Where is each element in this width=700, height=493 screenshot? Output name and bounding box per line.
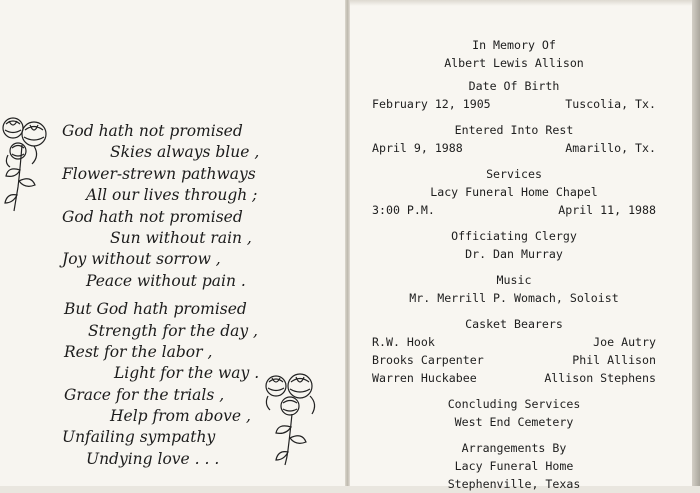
bearer-name: Brooks Carpenter bbox=[372, 353, 484, 367]
poem-line: All our lives through ; bbox=[86, 186, 258, 205]
poem-line: God hath not promised bbox=[62, 207, 243, 226]
dob-heading: Date Of Birth bbox=[468, 79, 560, 93]
poem-line: Undying love . . . bbox=[86, 449, 220, 468]
center-fold bbox=[345, 0, 350, 486]
poem-line: Rest for the labor , bbox=[64, 342, 213, 361]
poem-line: Flower-strewn pathways bbox=[62, 164, 256, 183]
bearers-heading: Casket Bearers bbox=[465, 317, 563, 331]
poem-line: Strength for the day , bbox=[88, 321, 258, 340]
rest-date: April 9, 1988 bbox=[372, 141, 463, 155]
rest-row bbox=[372, 139, 656, 157]
music-heading: Music bbox=[496, 273, 532, 287]
poem-line: Unfailing sympathy bbox=[62, 428, 216, 447]
funeral-program bbox=[372, 36, 656, 493]
bearer-name: R.W. Hook bbox=[372, 335, 435, 349]
rest-heading: Entered Into Rest bbox=[454, 123, 574, 137]
poem-line: Light for the way . bbox=[114, 364, 260, 383]
arrangements-city: Stephenville, Texas bbox=[447, 477, 581, 491]
music-performer: Mr. Merrill P. Womach, Soloist bbox=[409, 291, 619, 305]
page-top-edge bbox=[349, 0, 692, 6]
clergy-name: Dr. Dan Murray bbox=[465, 247, 563, 261]
memory-heading: In Memory Of bbox=[472, 38, 556, 52]
right-page-edge bbox=[692, 0, 700, 486]
services-time: 3:00 P.M. bbox=[372, 203, 435, 217]
services-location: Lacy Funeral Home Chapel bbox=[430, 185, 598, 199]
bearers-row bbox=[372, 351, 656, 369]
poem-line: God hath not promised bbox=[62, 122, 243, 140]
poem-line: Sun without rain , bbox=[110, 228, 252, 247]
arrangements-home: Lacy Funeral Home bbox=[454, 459, 574, 473]
poem bbox=[60, 121, 340, 470]
poem-line: Grace for the trials , bbox=[64, 385, 225, 404]
dob-place: Tuscolia, Tx. bbox=[565, 97, 656, 111]
services-row bbox=[372, 201, 656, 219]
poem-line: Skies always blue , bbox=[110, 143, 260, 162]
poem-line: Peace without pain . bbox=[86, 271, 246, 290]
arrangements-heading: Arrangements By bbox=[461, 441, 567, 455]
poem-line: Joy without sorrow , bbox=[62, 250, 221, 269]
bearer-name: Warren Huckabee bbox=[372, 371, 477, 385]
dob-date: February 12, 1905 bbox=[372, 97, 491, 111]
poem-line: But God hath promised bbox=[64, 300, 247, 319]
services-heading: Services bbox=[486, 167, 542, 181]
flower-illustration-top bbox=[0, 115, 52, 215]
concluding-location: West End Cemetery bbox=[454, 415, 574, 429]
clergy-heading: Officiating Clergy bbox=[451, 229, 577, 243]
services-date: April 11, 1988 bbox=[558, 203, 656, 217]
deceased-name: Albert Lewis Allison bbox=[444, 56, 584, 70]
bearer-name: Joe Autry bbox=[593, 335, 656, 349]
rest-place: Amarillo, Tx. bbox=[565, 141, 656, 155]
bearers-row bbox=[372, 369, 656, 387]
poem-line: Help from above , bbox=[110, 407, 251, 426]
bearer-name: Allison Stephens bbox=[544, 371, 656, 385]
bearer-name: Phil Allison bbox=[572, 353, 656, 367]
dob-row bbox=[372, 95, 656, 113]
concluding-heading: Concluding Services bbox=[447, 397, 581, 411]
bearers-row bbox=[372, 333, 656, 351]
